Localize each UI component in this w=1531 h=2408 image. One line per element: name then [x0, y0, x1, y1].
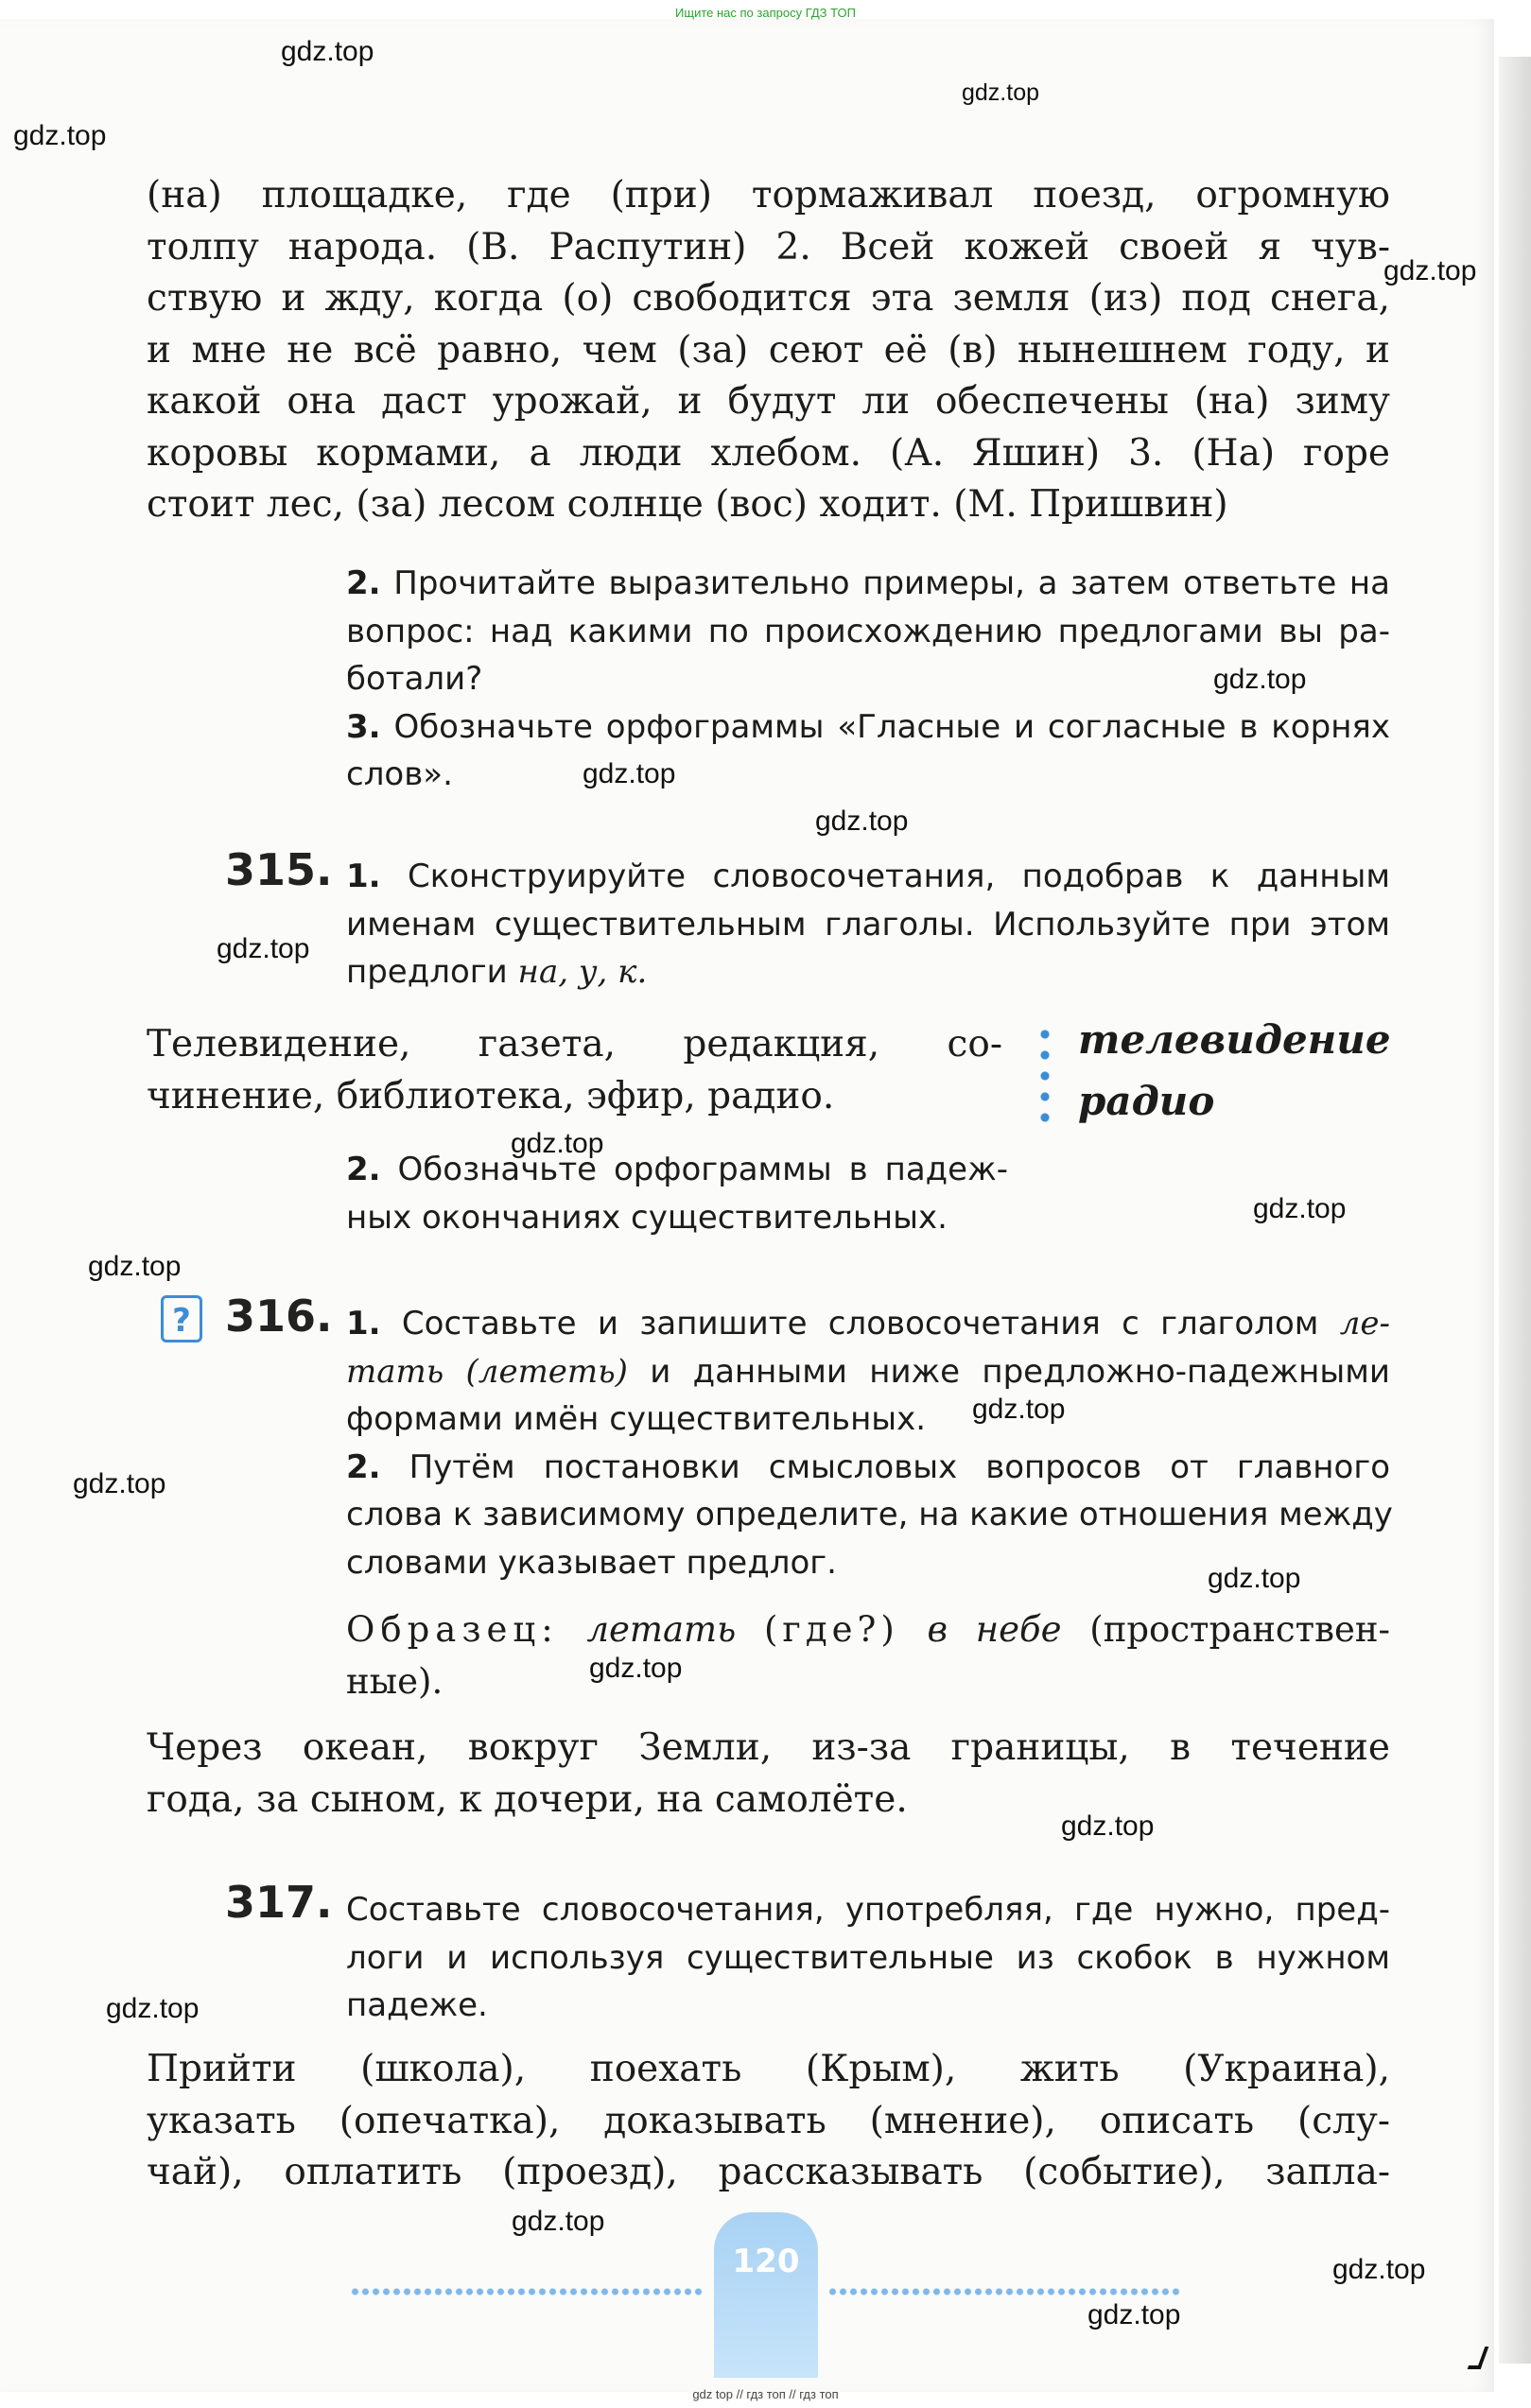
text-line: ствую и жду, когда (о) свободится эта земля (из) под снега,: [147, 277, 1390, 320]
text-line: указать (опечатка), доказывать (мнение), описать (слу-: [147, 2099, 1390, 2142]
watermark: gdz.top: [1087, 2299, 1181, 2330]
watermark: gdz.top: [589, 1653, 683, 1684]
text-line: (пространствен-: [1089, 1609, 1390, 1650]
text-line: падеже.: [346, 1986, 488, 2024]
watermark: gdz.top: [1213, 664, 1307, 695]
exercise-316-example: [346, 1604, 1390, 1707]
text-line: Составьте словосочетания, употребляя, где нужно, пред-: [346, 1891, 1390, 1929]
watermark: gdz.top: [1208, 1563, 1301, 1594]
bottom-note: gdz top // гдз топ // гдз топ: [692, 2387, 839, 2401]
text-line: Телевидение, газета, редакция, со-: [147, 1023, 1002, 1065]
item-number: 2.: [346, 564, 381, 602]
watermark: gdz.top: [583, 758, 676, 789]
italic-text: в небе: [927, 1609, 1062, 1650]
text-line: предлоги: [346, 953, 508, 991]
item-number: 2.: [346, 1447, 381, 1486]
text-line: Обозначьте орфограммы в падеж-: [397, 1151, 1008, 1188]
exercise-315-task: [346, 853, 1390, 996]
watermark: gdz.top: [1253, 1193, 1347, 1224]
text-line: Сконструируйте словосочетания, подобрав к данным: [407, 858, 1390, 895]
watermark: gdz.top: [1332, 2254, 1426, 2285]
item-number: 1.: [346, 1305, 381, 1343]
text-line: ных окончаниях существительных.: [346, 1198, 948, 1237]
text-line: коровы кормами, а люди хлебом. (А. Яшин) 3. (На) горе: [147, 431, 1390, 475]
watermark: gdz.top: [73, 1468, 166, 1499]
watermark: gdz.top: [281, 36, 374, 67]
text-line: чинение, библиотека, эфир, радио.: [147, 1074, 835, 1117]
text-line: (на) площадке, где (при) тормаживал поезд, огромную: [147, 174, 1390, 217]
text-line: слова к зависимому определите, на какие отношения между: [346, 1496, 1393, 1533]
watermark: gdz.top: [1061, 1810, 1155, 1842]
text-line: ные).: [346, 1660, 444, 1702]
text-line: Прийти (школа), поехать (Крым), жить (Украина),: [147, 2048, 1390, 2090]
text-line: и мне не всё равно, чем (за) сеют её (в) нынешнем году, и: [147, 328, 1390, 372]
text-line: формами имён существительных.: [346, 1400, 927, 1438]
item-number: 2.: [346, 1151, 381, 1188]
item-number: 1.: [346, 858, 381, 895]
page-number-tab: [714, 2212, 818, 2378]
watermark: gdz.top: [511, 1128, 604, 1159]
dotted-divider: [1040, 1024, 1050, 1128]
footer-dots-left: [350, 2286, 705, 2297]
text-line: Путём постановки смысловых вопросов от главного: [409, 1447, 1391, 1486]
italic-text: летать: [586, 1609, 737, 1650]
text-line: Обозначьте орфограммы «Гласные и согласные в корнях: [393, 707, 1390, 746]
text-line: вопрос: над какими по происхождению предлогами вы ра-: [346, 612, 1390, 650]
stress-word-radio: радио: [1078, 1078, 1215, 1124]
text-line: словами указывает предлог.: [346, 1543, 837, 1582]
exercise-number-316: 316.: [225, 1291, 333, 1342]
text-line: ботали?: [346, 660, 483, 698]
exercise-315-words: [147, 1019, 1002, 1122]
italic-text: (лететь): [465, 1352, 628, 1391]
text-line: логи и используя существительные из скобок в нужном: [346, 1938, 1390, 1977]
top-search-note: Ищите нас по запросу ГДЗ ТОП: [675, 6, 856, 20]
text-line: именам существительным глаголы. Используйте при этом: [346, 905, 1390, 944]
text-line: какой она даст урожай, и будут ли обеспечены (на) зиму: [147, 380, 1390, 423]
exercise-number-317: 317.: [225, 1877, 333, 1928]
page-edge-shadow: [1499, 57, 1531, 2364]
watermark: gdz.top: [962, 79, 1040, 106]
italic-text: на, у, к.: [517, 953, 648, 991]
watermark: gdz.top: [13, 120, 107, 151]
italic-text: тать: [346, 1352, 444, 1391]
stress-word-tv: телевидение: [1078, 1016, 1391, 1063]
exercise-317-words: [147, 2044, 1390, 2199]
exercise-316-words: [147, 1723, 1390, 1826]
watermark: gdz.top: [106, 1993, 200, 2024]
example-question: (где?): [764, 1609, 899, 1650]
italic-text: ле-: [1339, 1305, 1390, 1343]
watermark: gdz.top: [512, 2206, 605, 2237]
text-line: стоит лес, (за) лесом солнце (вос) ходит. (М. Пришвин): [147, 483, 1228, 526]
intro-text: [147, 170, 1390, 531]
page-number: 120: [732, 2243, 800, 2280]
text-line: чай), оплатить (проезд), рассказывать (событие), запла-: [147, 2151, 1390, 2193]
exercise-number-315: 315.: [225, 844, 333, 895]
text-line: и данными ниже предложно-падежными: [650, 1352, 1390, 1391]
text-line: Прочитайте выразительно примеры, а затем ответьте на: [393, 564, 1390, 602]
watermark: gdz.top: [815, 806, 909, 837]
text-line: Составьте и запишите словосочетания с глаголом: [401, 1305, 1319, 1343]
footer-dots-right: [827, 2286, 1182, 2297]
text-line: толпу народа. (В. Распутин) 2. Всей кожей своей я чув-: [147, 225, 1390, 269]
watermark: gdz.top: [88, 1251, 182, 1282]
example-label: Образец:: [346, 1609, 559, 1650]
watermark: gdz.top: [217, 933, 310, 964]
exercise-315-item-2: [346, 1146, 1008, 1241]
exercise-317-task: [346, 1886, 1390, 2030]
exercise-316-task: [346, 1300, 1393, 1586]
question-help-icon: ?: [161, 1295, 202, 1343]
watermark: gdz.top: [1383, 255, 1477, 286]
item-number: 3.: [346, 707, 381, 746]
text-line: Через океан, вокруг Земли, из-за границы, в течение: [147, 1726, 1390, 1769]
watermark: gdz.top: [972, 1394, 1066, 1425]
text-line: года, за сыном, к дочери, на самолёте.: [147, 1777, 908, 1821]
text-line: слов».: [346, 755, 453, 793]
